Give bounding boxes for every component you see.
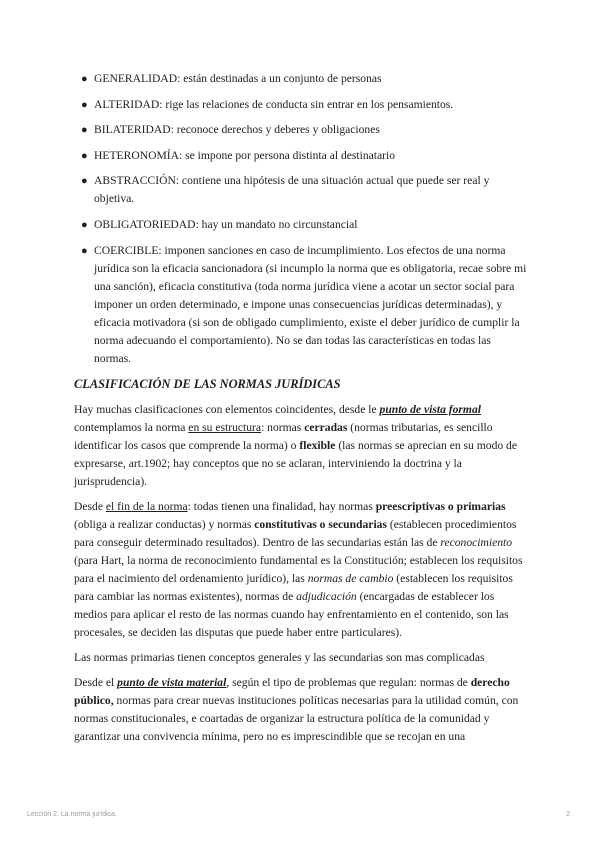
paragraph-material: Desde el punto de vista material, según el tipo de problemas que regulan: normas de derecho público, normas para crear nuevas instituciones políticas necesarias para la utilidad común, con normas constitucionales, e coartadas de organizar la estructura política de la comunidad y garantizar una convivencia mínima, pero no es imprescindible que se recojan en una	[74, 676, 519, 744]
list-item	[74, 172, 528, 208]
paragraph-fin: Desde el fin de la norma: todas tienen una finalidad, hay normas preescriptivas o primarias (obliga a realizar conductas) y normas constitutivas o secundarias (establecen procedimientos para conseguir determinado resultados). Dentro de las secundarias están las de reconocimiento (para Hart, la norma de reconocimiento fundamental es la Constitución; establecen los requisitos para el nacimiento del ordenamiento jurídico), las normas de cambio (establecen los requisitos para cambiar las normas existentes), normas de adjudicación (encargadas de establecer los medios para aplicar el resto de las normas cuando hay enfrentamiento en el contenido, son las procesales, se deciden las disputas que puede haber entre particulares).	[74, 500, 523, 640]
list-item-text: COERCIBLE: imponen sanciones en caso de incumplimiento. Los efectos de una norma jurídica son la eficacia sancionadora (si incumplo la norma que es obligatoria, recae sobre mi una sanción), eficacia constitutiva (toda norma jurídica viene a acotar un sector social para imponer un orden determinado, e impone unas consecuencias jurídicas determinadas), y eficacia motivadora (si son de obligado cumplimiento, existe el deber jurídico de cumplir la norma adecuando el comportamiento). No se dan todas las características en todas las normas.	[94, 243, 527, 365]
section-title: CLASIFICACIÓN DE LAS NORMAS JURÍDICAS	[74, 377, 341, 392]
term-reconocimiento: reconocimiento	[440, 536, 513, 550]
list-item	[74, 121, 528, 139]
term-cambio: normas de cambio	[307, 572, 394, 586]
list-item-text: ALTERIDAD: rige las relaciones de conducta sin entrar en los pensamientos.	[94, 97, 454, 111]
list-item-text: BILATERIDAD: reconoce derechos y deberes y obligaciones	[94, 123, 380, 137]
list-item	[74, 242, 528, 368]
page-content	[74, 70, 528, 753]
term-publico: derecho público,	[74, 676, 510, 708]
term-formal: punto de vista formal	[379, 403, 481, 417]
term-secundarias: constitutivas o secundarias	[254, 518, 387, 532]
bullet-icon: ●	[81, 218, 88, 231]
bullet-icon: ●	[81, 73, 88, 85]
list-item-text: OBLIGATORIEDAD: hay un mandato no circunstancial	[94, 217, 358, 231]
list-item-text: GENERALIDAD: están destinadas a un conjunto de personas	[94, 72, 382, 85]
list-item	[74, 70, 528, 88]
term-fin: el fin de la norma	[105, 500, 188, 514]
bullet-icon: ●	[81, 149, 88, 162]
term-estructura: en su estructura	[188, 421, 262, 435]
list-item	[74, 147, 528, 165]
bullet-icon: ●	[81, 124, 88, 137]
features-list	[74, 70, 528, 368]
bullet-icon: ●	[81, 244, 88, 257]
footer-title: Lección 2. La norma jurídica.	[27, 811, 117, 818]
term-cerradas: cerradas	[304, 421, 348, 435]
list-item-text: HETERONOMÍA: se impone por persona distinta al destinatario	[94, 148, 396, 162]
list-item	[74, 96, 528, 114]
bullet-icon: ●	[81, 98, 88, 111]
term-primarias: preescriptivas o primarias	[375, 500, 506, 514]
paragraph-primarias: Las normas primarias tienen conceptos generales y las secundarias son mas complicadas	[74, 651, 485, 665]
list-item-text: ABSTRACCIÓN: contiene una hipótesis de una situación actual que puede ser real y objetiva.	[94, 174, 490, 206]
term-adjudicacion: adjudicación	[296, 590, 357, 604]
page-number: 2	[566, 811, 570, 818]
bullet-icon: ●	[81, 175, 88, 188]
list-item	[74, 216, 528, 234]
paragraph-formal: Hay muchas clasificaciones con elementos coincidentes, desde le punto de vista formal contemplamos la norma en su estructura: normas cerradas (normas tributarias, es sencillo identificar los casos que comprende la norma) o flexible (las normas se aprecian en su modo de expresarse, art.1902; hay conceptos que no se aclaran, interviniendo la doctrina y la jurisprudencia).	[74, 403, 517, 489]
term-flexible: flexible	[299, 439, 336, 453]
term-material: punto de vista material	[117, 676, 227, 690]
